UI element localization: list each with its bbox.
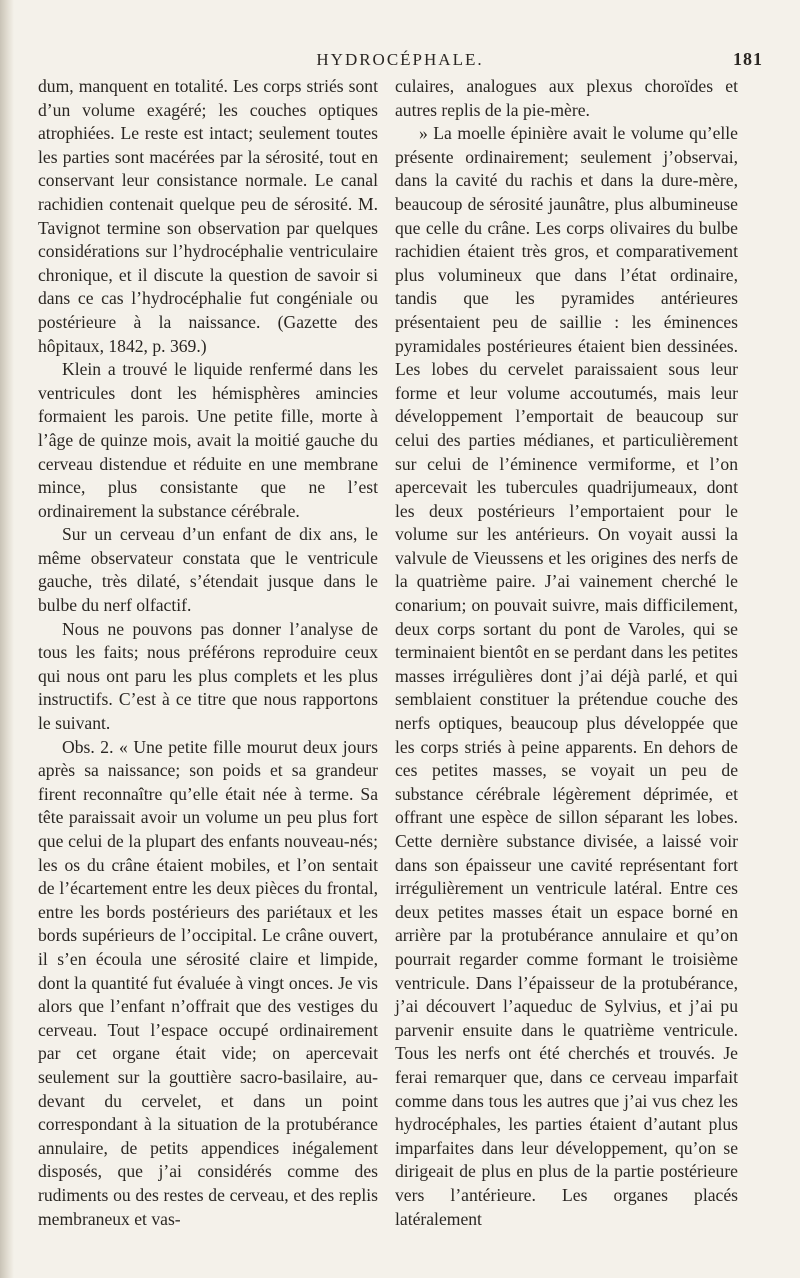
paragraph: Obs. 2. « Une petite fille mourut deux jours après sa naissance; son poids et sa grandeur firent reconnaître qu’elle était née à terme. Sa tête paraissait avoir un volume un peu plus fort que celui de la plupart des enfants nouveau-nés; les os du crâne étaient mobiles, et l’on sentait de l’écartement entre les deux pièces du frontal, entre les bords postérieurs des pariétaux et les bords supérieurs de l’occipital. Le crâne ouvert, il s’en écoula une sérosité claire et limpide, dont la quantité fut évaluée à vingt onces. Je vis alors que l’enfant n’offrait que des vestiges du cerveau. Tout l’espace occupé ordinairement par cet organe était vide; on apercevait seulement sur la gouttière sacro-basilaire, au-devant du cervelet, et dans un point correspondant à la situation de la protubérance annulaire, de petits appendices inégalement disposés, que j’ai considérés comme des rudiments ou des restes de cerveau, et des replis membraneux et vas- [38,736,378,1229]
paragraph: Sur un cerveau d’un enfant de dix ans, le même observateur constata que le ventricule gauche, très dilaté, s’étendait jusque dans le bulbe du nerf olfactif. [38,524,378,616]
paragraph: Nous ne pouvons pas donner l’analyse de tous les faits; nous préférons reproduire ceux qui nous ont paru les plus complets et les plus instructifs. C’est à ce titre que nous rapportons le suivant. [38,618,378,734]
paragraph: » La moelle épinière avait le volume qu’elle présente ordinairement; seulement j’observai, dans la cavité du rachis et dans la dure-mère, beaucoup de sérosité jaunâtre, plus albumineuse que celle du crâne. Les corps olivaires du bulbe rachidien étaient très gros, et comparativement plus volumineux que dans l’état ordinaire, tandis que les pyramides antérieures présentaient peu de saillie : les éminences pyramidales postérieures étaient bien dessinées. Les lobes du cervelet paraissaient sous leur forme et leur volume accoutumés, mais leur développement l’emportait de beaucoup sur celui des parties médianes, et particulièrement sur celui de l’éminence vermiforme, et l’on apercevait les tubercules quadrijumeaux, dont les deux postérieurs l’emportaient pour le volume sur les antérieurs. On voyait aussi la valvule de Vieussens et les origines des nerfs de la quatrième paire. J’ai vainement cherché le conarium; on pouvait suivre, mais difficilement, deux corps sortant du pont de Varoles, qui se terminaient bientôt en se perdant dans les petites masses irrégulières dont j’ai déjà parlé, et qui semblaient constituer la prétendue couche des nerfs optiques, beaucoup plus développée que les corps striés à peine apparents. En dehors de ces petites masses, se voyait un peu de substance cérébrale légèrement déprimée, et offrant une espèce de sillon séparant les lobes. Cette dernière substance divisée, a laissé voir dans son épaisseur une cavité représentant fort irrégulièrement un ventricule latéral. Entre ces deux petites masses était un espace borné en arrière par la protubérance annulaire et qu’on pourrait regarder comme formant le troisième ventricule. Dans l’épaisseur de la protubérance, j’ai découvert l’aqueduc de Sylvius, et j’ai pu parvenir ensuite dans le quatrième ventricule. Tous les nerfs ont été cherchés et trouvés. Je ferai remarquer que, dans ce cerveau imparfait comme dans tous les autres que j’ai vus chez les hydrocéphales, les parties étaient d’autant plus imparfaites dans leur développement, qu’on se dirigeait de plus en plus de la partie postérieure vers l’antérieure. Les organes placés latéralement [395,123,738,1229]
left-column [38,75,378,1231]
binding-shadow [0,0,14,1278]
paragraph: Klein a trouvé le liquide renfermé dans les ventricules dont les hémisphères amincies formaient les parois. Une petite fille, morte à l’âge de quinze mois, avait la moitié gauche du cerveau distendue et réduite en une membrane mince, plus consistante que ne l’est ordinairement la substance cérébrale. [38,359,378,521]
paragraph: culaires, analogues aux plexus choroïdes et autres replis de la pie-mère. [395,76,738,120]
right-column [395,75,738,1231]
paragraph: dum, manquent en totalité. Les corps striés sont d’un volume exagéré; les couches optiques atrophiées. Le reste est intact; seulement toutes les parties sont macérées par la sérosité, tout en conservant leur consistance normale. Le canal rachidien contenait quelque peu de sérosité. M. Tavignot termine son observation par quelques considérations sur l’hydrocéphalie ventriculaire chronique, et il discute la question de savoir si dans ce cas l’hydrocéphalie fut congéniale ou postérieure à la naissance. (Gazette des hôpitaux, 1842, p. 369.) [38,76,378,356]
running-header: HYDROCÉPHALE. [316,50,484,69]
page-number: 181 [733,49,763,69]
